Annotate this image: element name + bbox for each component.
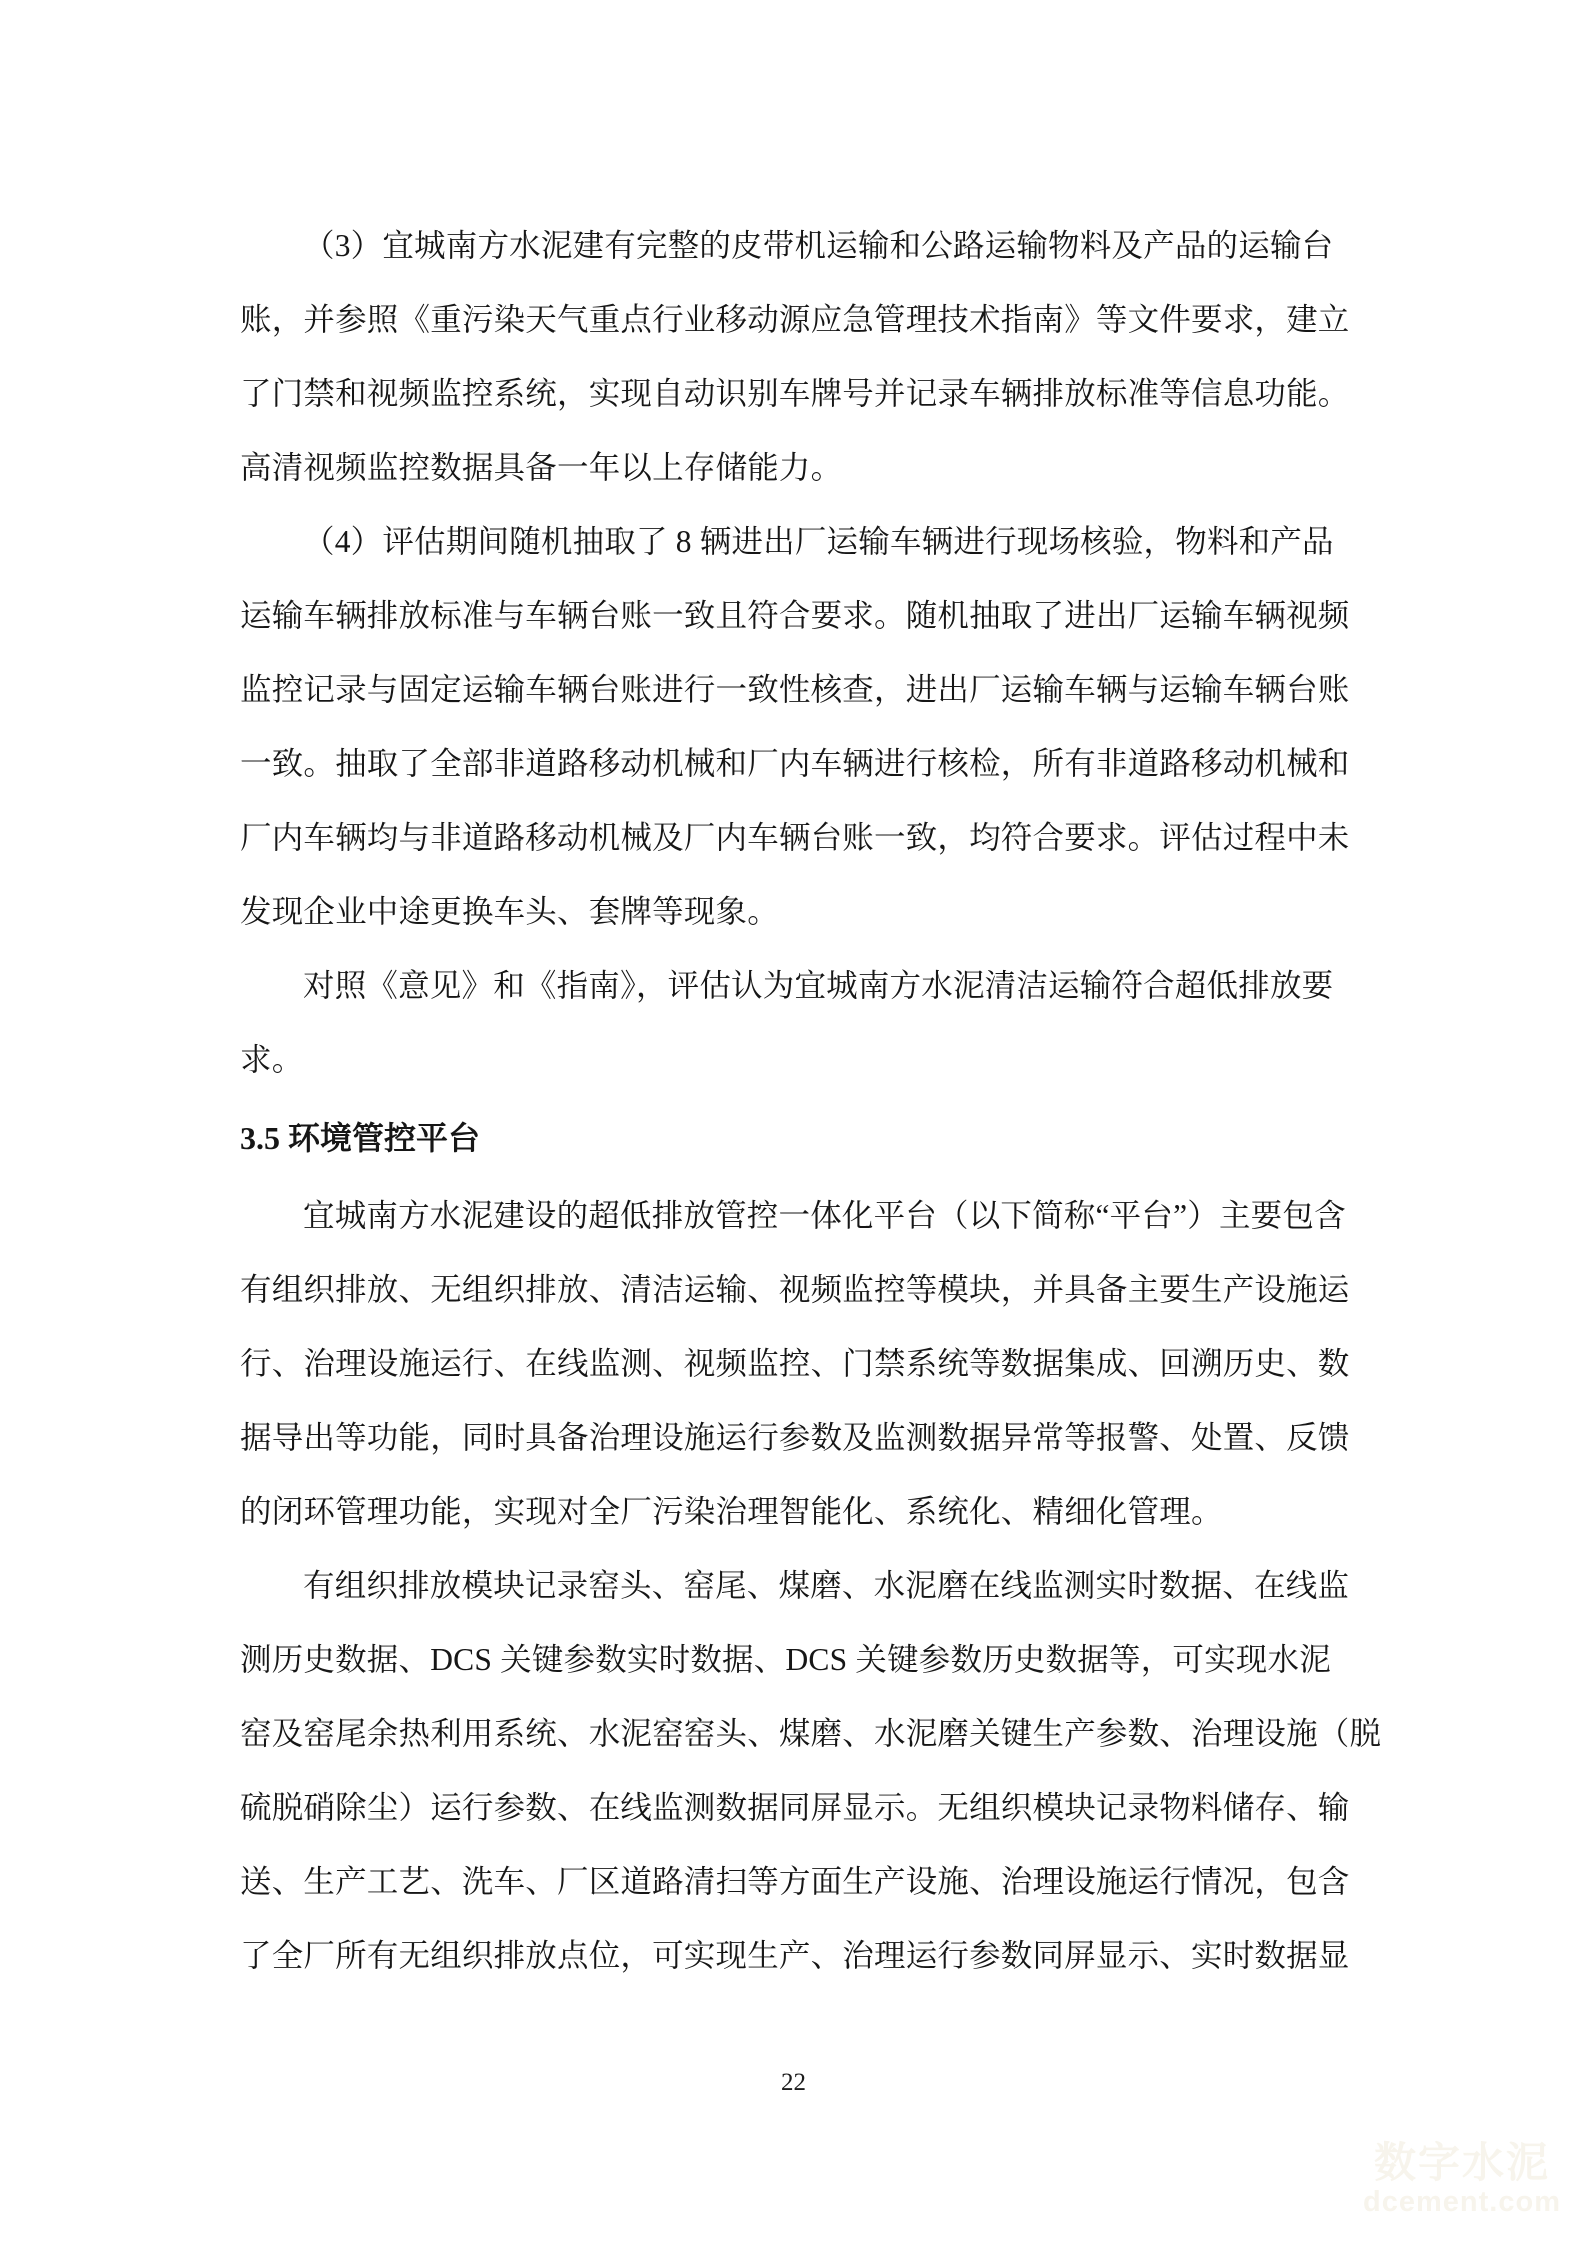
text-line: 运输车辆排放标准与车辆台账一致且符合要求。随机抽取了进出厂运输车辆视频	[240, 598, 1350, 633]
text-line: 行、治理设施运行、在线监测、视频监控、门禁系统等数据集成、回溯历史、数	[240, 1346, 1350, 1381]
text-line: 据导出等功能，同时具备治理设施运行参数及监测数据异常等报警、处置、反馈	[240, 1420, 1350, 1455]
text-line: 有组织排放、无组织排放、清洁运输、视频监控等模块，并具备主要生产设施运	[240, 1272, 1350, 1307]
text-line: （3）宜城南方水泥建有完整的皮带机运输和公路运输物料及产品的运输台	[303, 228, 1334, 263]
page-number: 22	[781, 2069, 806, 2096]
watermark-domain: dcement.com	[1363, 2186, 1561, 2218]
paragraph	[240, 209, 1350, 505]
paragraph	[240, 1179, 1350, 1549]
text-line: 送、生产工艺、洗车、厂区道路清扫等方面生产设施、治理设施运行情况，包含	[240, 1864, 1350, 1899]
text-line: 了门禁和视频监控系统，实现自动识别车牌号并记录车辆排放标准等信息功能。	[240, 376, 1350, 411]
text-line: 高清视频监控数据具备一年以上存储能力。	[240, 450, 843, 485]
paragraph	[240, 1549, 1382, 1993]
watermark-title: 数字水泥	[1374, 2139, 1551, 2186]
text-line: 发现企业中途更换车头、套牌等现象。	[240, 894, 779, 929]
text-line: 宜城南方水泥建设的超低排放管控一体化平台（以下简称“平台”）主要包含	[303, 1198, 1346, 1233]
text-line: 监控记录与固定运输车辆台账进行一致性核查，进出厂运输车辆与运输车辆台账	[240, 672, 1350, 707]
text-line: 窑及窑尾余热利用系统、水泥窑窑头、煤磨、水泥磨关键生产参数、治理设施（脱	[240, 1716, 1382, 1751]
text-line: 了全厂所有无组织排放点位，可实现生产、治理运行参数同屏显示、实时数据显	[240, 1938, 1350, 1973]
document-body	[240, 209, 1382, 1993]
paragraph	[240, 949, 1350, 1097]
text-line: 对照《意见》和《指南》，评估认为宜城南方水泥清洁运输符合超低排放要	[303, 968, 1334, 1003]
text-line: 硫脱硝除尘）运行参数、在线监测数据同屏显示。无组织模块记录物料储存、输	[240, 1790, 1350, 1825]
text-line: （4）评估期间随机抽取了 8 辆进出厂运输车辆进行现场核验，物料和产品	[303, 524, 1334, 559]
watermark	[1363, 2140, 1561, 2218]
text-line: 厂内车辆均与非道路移动机械及厂内车辆台账一致，均符合要求。评估过程中未	[240, 820, 1350, 855]
text-line: 求。	[240, 1042, 304, 1077]
text-line: 测历史数据、DCS 关键参数实时数据、DCS 关键参数历史数据等，可实现水泥	[240, 1642, 1331, 1677]
text-line: 有组织排放模块记录窑头、窑尾、煤磨、水泥磨在线监测实时数据、在线监	[303, 1568, 1350, 1603]
text-line: 一致。抽取了全部非道路移动机械和厂内车辆进行核检，所有非道路移动机械和	[240, 746, 1350, 781]
text-line: 的闭环管理功能，实现对全厂污染治理智能化、系统化、精细化管理。	[240, 1494, 1223, 1529]
section-heading: 3.5 环境管控平台	[240, 1120, 481, 1156]
paragraph	[240, 505, 1350, 949]
text-line: 账，并参照《重污染天气重点行业移动源应急管理技术指南》等文件要求，建立	[240, 302, 1350, 337]
